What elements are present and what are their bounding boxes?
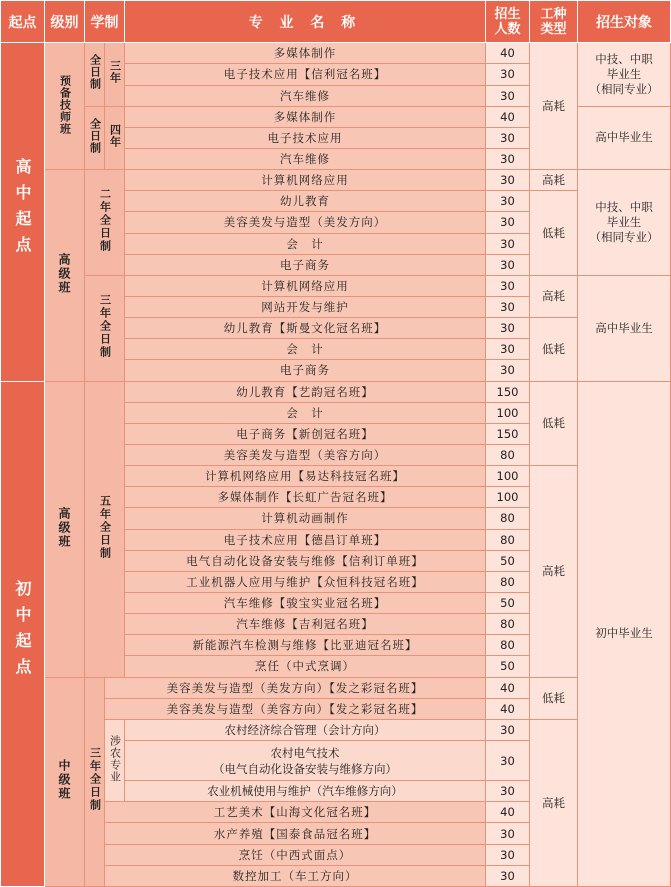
major-name: 会 计 xyxy=(125,233,486,254)
enroll-count: 30 xyxy=(486,170,530,191)
major-name: 农业机械使用与维护（汽车维修方向） xyxy=(125,781,486,802)
level-gaoji1: 高级班 xyxy=(45,170,85,381)
enroll-count: 80 xyxy=(486,444,530,465)
header-duixiang: 招生对象 xyxy=(578,1,671,43)
enroll-count: 40 xyxy=(486,802,530,823)
major-name: 多媒体制作【长虹广告冠名班】 xyxy=(125,487,486,508)
header-xuezhi: 学制 xyxy=(85,1,125,43)
enroll-count: 50 xyxy=(486,656,530,677)
major-name: 会 计 xyxy=(125,339,486,360)
major-name: 幼儿教育【艺韵冠名班】 xyxy=(125,381,486,402)
schedule-si: 四年 xyxy=(105,106,125,169)
enroll-count: 30 xyxy=(486,865,530,886)
enroll-count: 30 xyxy=(486,275,530,296)
type-dihao: 低耗 xyxy=(530,677,578,719)
enroll-count: 30 xyxy=(486,318,530,339)
group-shenong: 涉农专业 xyxy=(105,719,125,802)
major-name: 电气自动化设备安装与维修【信利订单班】 xyxy=(125,550,486,571)
major-name: 汽车维修【骏宝实业冠名班】 xyxy=(125,592,486,613)
level-gaoji2: 高级班 xyxy=(45,381,85,677)
target-t2: 高中毕业生 xyxy=(578,106,671,169)
enroll-count: 100 xyxy=(486,487,530,508)
schedule-er-quan: 二年全日制 xyxy=(85,170,125,276)
major-name: 计算机网络应用 xyxy=(125,275,486,296)
schedule-quan4: 全日制 xyxy=(85,106,105,169)
type-dihao: 低耗 xyxy=(530,191,578,276)
enroll-count: 30 xyxy=(486,85,530,106)
major-name: 烹任（中式烹调） xyxy=(125,656,486,677)
enroll-count: 40 xyxy=(486,698,530,719)
enroll-count: 30 xyxy=(486,233,530,254)
header-jibie: 级别 xyxy=(45,1,85,43)
target-t3: 中技、中职 毕业生 （相同专业） xyxy=(578,170,671,276)
type-dihao: 低耗 xyxy=(530,318,578,381)
major-name: 美容美发与造型（美发方向）【发之彩冠名班】 xyxy=(105,677,486,698)
enroll-count: 40 xyxy=(486,106,530,127)
type-gaohao: 高耗 xyxy=(530,466,578,677)
enroll-count: 40 xyxy=(486,677,530,698)
enroll-count: 50 xyxy=(486,550,530,571)
target-t4: 高中毕业生 xyxy=(578,275,671,381)
enroll-count: 150 xyxy=(486,423,530,444)
major-name: 新能源汽车检测与维修【比亚迪冠名班】 xyxy=(125,635,486,656)
major-name: 美容美发与造型（美容方向）【发之彩冠名班】 xyxy=(105,698,486,719)
schedule-san-quan: 三年全日制 xyxy=(85,275,125,381)
group-chuzhong: 初中起点 xyxy=(1,381,45,886)
major-name: 汽车维修 xyxy=(125,148,486,169)
enroll-count: 40 xyxy=(486,43,530,64)
major-name: 汽车维修【吉利冠名班】 xyxy=(125,614,486,635)
major-name: 会 计 xyxy=(125,402,486,423)
type-dihao: 低耗 xyxy=(530,381,578,466)
major-name: 电子商务【新创冠名班】 xyxy=(125,423,486,444)
enroll-count: 30 xyxy=(486,781,530,802)
major-name: 计算机动画制作 xyxy=(125,508,486,529)
major-name: 电子技术应用 xyxy=(125,127,486,148)
enroll-count: 80 xyxy=(486,508,530,529)
header-qidian: 起点 xyxy=(1,1,45,43)
level-zhongji: 中级班 xyxy=(45,677,85,887)
enroll-count: 30 xyxy=(486,127,530,148)
major-name: 多媒体制作 xyxy=(125,106,486,127)
major-name: 工业机器人应用与维护【众恒科技冠名班】 xyxy=(125,571,486,592)
schedule-wu-quan: 五年全日制 xyxy=(85,381,125,677)
enroll-count: 80 xyxy=(486,571,530,592)
enroll-count: 150 xyxy=(486,381,530,402)
enroll-count: 80 xyxy=(486,529,530,550)
enroll-count: 30 xyxy=(486,191,530,212)
enroll-count: 100 xyxy=(486,402,530,423)
enroll-count: 30 xyxy=(486,148,530,169)
target-t5: 初中毕业生 xyxy=(578,381,671,886)
enroll-count: 30 xyxy=(486,823,530,844)
enroll-count: 30 xyxy=(486,844,530,865)
level-yubei: 预备技师班 xyxy=(45,43,85,170)
type-gaohao: 高耗 xyxy=(530,275,578,317)
header-zhuanye: 专 业 名 称 xyxy=(125,1,486,43)
schedule-quan3: 全日制 xyxy=(85,43,105,106)
enroll-count: 100 xyxy=(486,466,530,487)
enroll-count: 30 xyxy=(486,360,530,381)
major-name: 网站开发与维护 xyxy=(125,296,486,317)
major-name: 计算机网络应用 xyxy=(125,170,486,191)
major-name: 美容美发与造型（美容方向） xyxy=(125,444,486,465)
major-name: 美容美发与造型（美发方向） xyxy=(125,212,486,233)
major-name: 幼儿教育 xyxy=(125,191,486,212)
major-name: 幼儿教育【斯曼文化冠名班】 xyxy=(125,318,486,339)
enroll-count: 80 xyxy=(486,614,530,635)
enroll-count: 50 xyxy=(486,592,530,613)
target-t1: 中技、中职 毕业生 （相同专业） xyxy=(578,43,671,106)
major-name: 水产养殖【国泰食品冠名班】 xyxy=(105,823,486,844)
enroll-count: 30 xyxy=(486,740,530,780)
major-name: 工艺美术【山海文化冠名班】 xyxy=(105,802,486,823)
major-name: 农村电气技术 （电气自动化设备安装与维修方向） xyxy=(125,740,486,780)
major-name: 数控加工（车工方向） xyxy=(105,865,486,886)
header-row xyxy=(1,1,671,43)
enroll-count: 30 xyxy=(486,719,530,740)
enroll-count: 30 xyxy=(486,339,530,360)
major-name: 农村经济综合管理（会计方向） xyxy=(125,719,486,740)
enroll-count: 30 xyxy=(486,296,530,317)
schedule-san-quan2: 三年全日制 xyxy=(85,677,105,887)
enroll-count: 30 xyxy=(486,212,530,233)
major-name: 计算机网络应用【易达科技冠名班】 xyxy=(125,466,486,487)
major-name: 汽车维修 xyxy=(125,85,486,106)
major-name: 电子商务 xyxy=(125,360,486,381)
header-renshu: 招生 人数 xyxy=(486,1,530,43)
schedule-san: 三年 xyxy=(105,43,125,106)
type-gaohao: 高耗 xyxy=(530,170,578,191)
enroll-count: 30 xyxy=(486,64,530,85)
enroll-count: 80 xyxy=(486,635,530,656)
major-name: 多媒体制作 xyxy=(125,43,486,64)
major-name: 电子技术应用【信利冠名班】 xyxy=(125,64,486,85)
major-name: 电子技术应用【德昌订单班】 xyxy=(125,529,486,550)
major-name: 电子商务 xyxy=(125,254,486,275)
major-name: 烹饪（中西式面点） xyxy=(105,844,486,865)
type-gaohao: 高耗 xyxy=(530,43,578,170)
type-gaohao: 高耗 xyxy=(530,719,578,886)
group-gaozhong: 高中起点 xyxy=(1,43,45,381)
enroll-count: 30 xyxy=(486,254,530,275)
header-leixing: 工种 类型 xyxy=(530,1,578,43)
